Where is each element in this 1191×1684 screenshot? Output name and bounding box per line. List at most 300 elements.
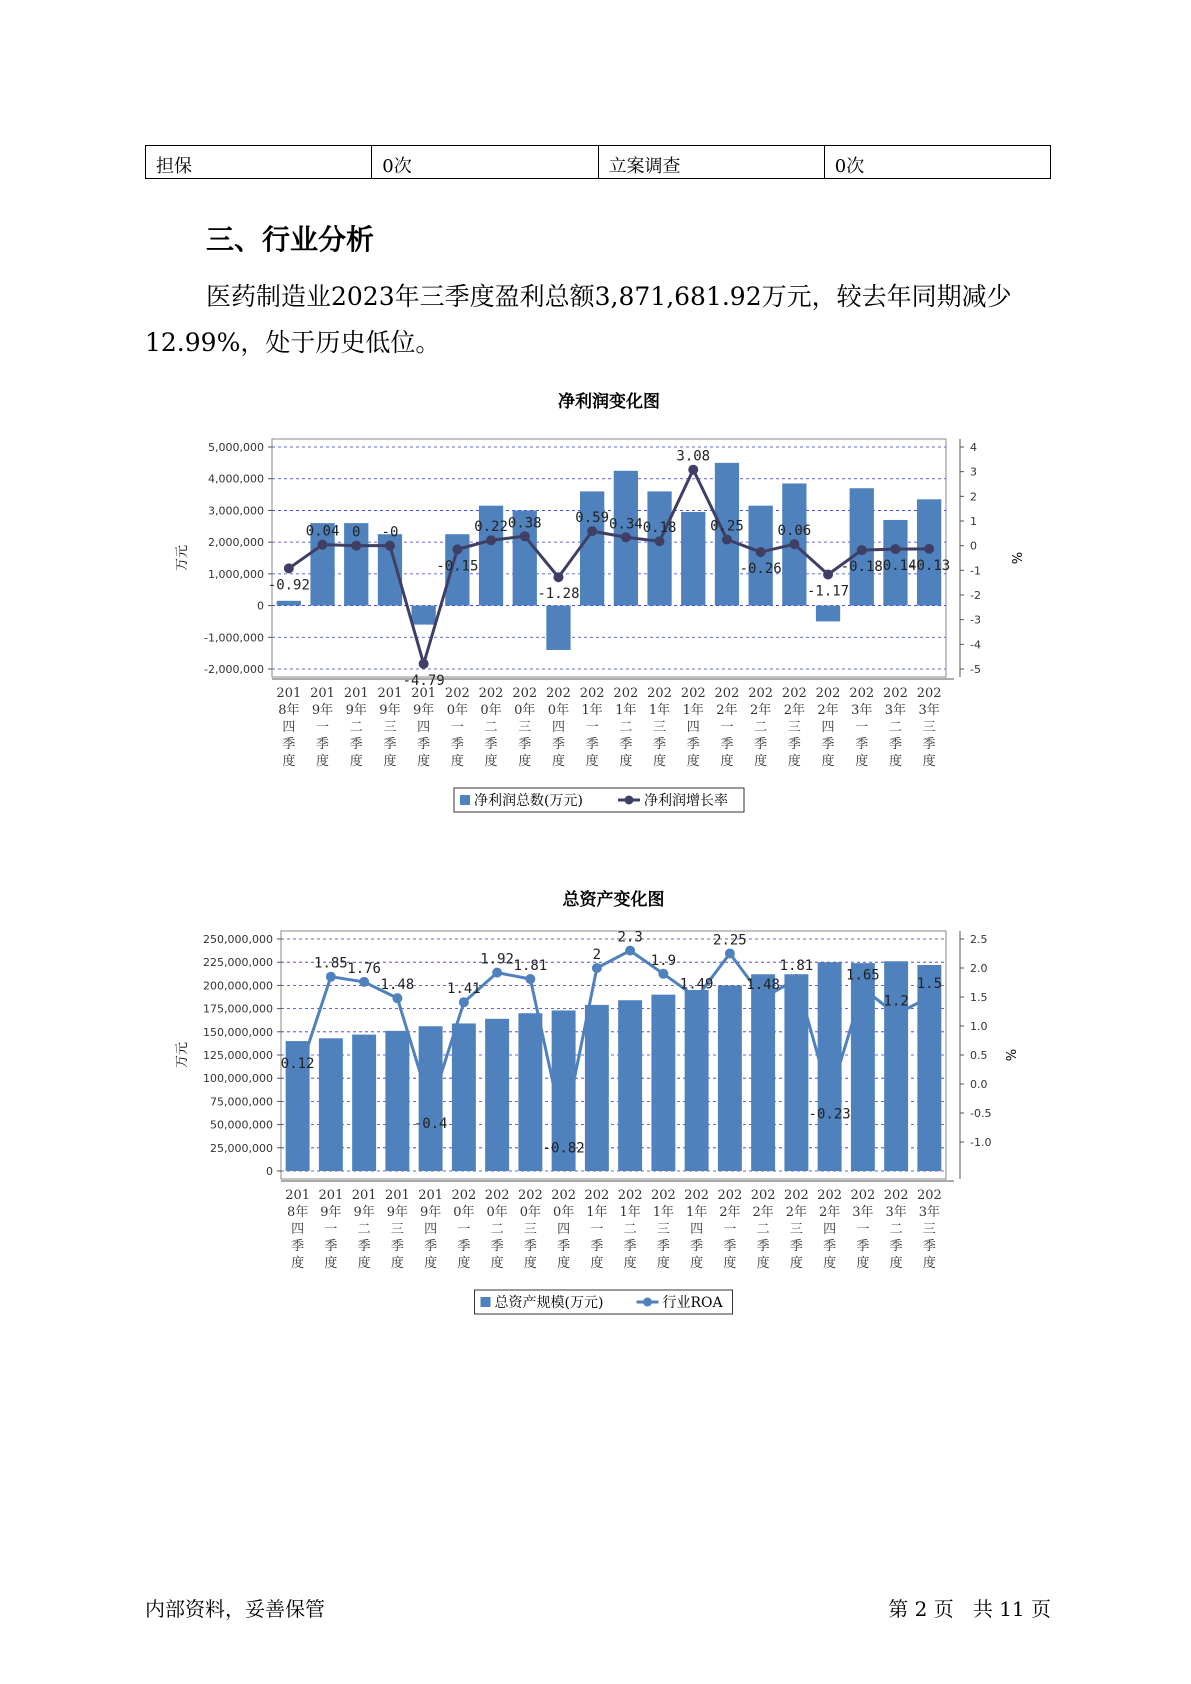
y2-tick-label: 1.0	[970, 1020, 988, 1033]
x-tick-label: 季	[585, 737, 599, 752]
x-tick-label: 三	[922, 720, 936, 735]
x-tick-label: 度	[457, 1256, 471, 1271]
x-tick-label: 2年	[818, 1205, 841, 1220]
y-tick-label: -1,000,000	[204, 631, 264, 645]
x-tick-label: 度	[821, 754, 835, 769]
data-label: 0.04	[305, 523, 340, 540]
y-tick-label: 75,000,000	[210, 1095, 273, 1109]
x-tick-label: 三	[789, 1222, 803, 1237]
line-point	[293, 1072, 303, 1082]
x-tick-label: 度	[723, 1256, 737, 1271]
x-tick-label: 度	[922, 754, 936, 769]
x-tick-label: 度	[518, 754, 532, 769]
data-label: 0.12	[280, 1056, 315, 1073]
data-label: 2.3	[617, 929, 643, 946]
x-tick-label: 度	[656, 1256, 670, 1271]
x-tick-label: 202	[512, 686, 538, 701]
x-tick-label: 季	[922, 1239, 936, 1254]
data-label: 2	[592, 947, 602, 963]
line-point	[825, 1092, 835, 1102]
line-point	[688, 465, 698, 475]
data-label: 1.41	[447, 981, 481, 998]
line-point	[791, 974, 801, 984]
x-tick-label: 一	[585, 720, 599, 735]
x-tick-label: 202	[850, 1188, 876, 1203]
x-tick-label: 202	[680, 686, 706, 701]
x-tick-label: 季	[450, 737, 464, 752]
x-tick-label: 季	[490, 1239, 504, 1254]
x-tick-label: 季	[855, 737, 869, 752]
x-tick-label: 0年	[552, 1205, 575, 1220]
x-tick-label: 季	[417, 737, 431, 752]
y2-tick-label: -1	[970, 564, 981, 578]
footer-total-prefix: 共	[972, 1597, 993, 1621]
y-tick-label: 200,000,000	[203, 979, 273, 993]
x-tick-label: 202	[714, 686, 740, 701]
x-tick-label: 1年	[682, 703, 704, 718]
x-tick-label: 一	[855, 720, 869, 735]
y-axis-title: 万元	[175, 544, 190, 572]
data-label: -0	[381, 524, 399, 541]
x-tick-label: 202	[546, 686, 571, 701]
line-point	[858, 983, 868, 993]
y2-tick-label: 2.0	[970, 962, 988, 975]
x-tick-label: 0年	[453, 1205, 475, 1220]
x-tick-label: 二	[889, 1222, 903, 1237]
y-tick-label: 225,000,000	[203, 956, 273, 970]
x-tick-label: 202	[647, 686, 672, 701]
x-tick-label: 一	[450, 720, 464, 735]
line-point	[756, 547, 766, 557]
data-label: 1.48	[746, 977, 780, 994]
footer-page-mid: 页	[933, 1597, 954, 1621]
y2-tick-label: 1.5	[970, 991, 988, 1004]
x-tick-label: 季	[557, 1239, 571, 1254]
x-tick-label: 202	[817, 1188, 843, 1203]
bar	[718, 985, 742, 1171]
x-tick-label: 9年	[311, 703, 334, 718]
x-tick-label: 202	[444, 686, 470, 701]
x-tick-label: 季	[690, 1239, 704, 1254]
legend-label: 总资产规模(万元)	[494, 1295, 604, 1311]
x-tick-label: 202	[551, 1188, 577, 1203]
x-tick-label: 9年	[379, 703, 401, 718]
line-point	[789, 539, 799, 549]
x-tick-label: 201	[377, 686, 403, 701]
bar	[319, 1038, 343, 1171]
legend-label: 净利润增长率	[644, 793, 728, 809]
x-tick-label: 度	[357, 1256, 371, 1271]
data-label: -0.26	[739, 561, 782, 578]
y-tick-label: 150,000,000	[203, 1025, 273, 1039]
data-label: 0.25	[710, 518, 744, 535]
x-tick-label: 202	[750, 1188, 776, 1203]
x-tick-label: 202	[584, 1188, 610, 1203]
bar	[277, 601, 301, 606]
data-label: 1.92	[480, 951, 514, 968]
x-tick-label: 季	[349, 737, 363, 752]
x-tick-label: 202	[849, 686, 875, 701]
line-point	[326, 972, 336, 982]
bar	[412, 606, 436, 625]
x-tick-label: 9年	[419, 1205, 442, 1220]
x-tick-label: 度	[623, 1256, 637, 1271]
section-title: 三、行业分析	[206, 223, 375, 256]
x-tick-label: 度	[557, 1256, 571, 1271]
x-tick-label: 201	[411, 686, 437, 701]
y-tick-label: 5,000,000	[208, 441, 264, 454]
total-assets-chart-svg	[170, 888, 1030, 1348]
y-tick-label: 250,000,000	[203, 933, 273, 946]
x-tick-label: 8年	[278, 703, 300, 718]
x-tick-label: 一	[720, 720, 734, 735]
x-tick-label: 202	[883, 686, 908, 701]
x-tick-label: 季	[390, 1239, 404, 1254]
y2-tick-label: 2	[970, 490, 977, 504]
data-label: -0.15	[436, 558, 479, 575]
x-tick-label: 季	[653, 737, 667, 752]
x-tick-label: 1年	[581, 703, 603, 718]
data-label: 0.59	[575, 510, 610, 527]
x-tick-label: 四	[557, 1222, 571, 1237]
legend-label: 净利润总数(万元)	[474, 793, 583, 809]
line-point	[725, 949, 735, 959]
x-tick-label: 度	[383, 754, 397, 769]
y-tick-label: 1,000,000	[208, 567, 264, 581]
plot-frame	[272, 439, 946, 677]
x-tick-label: 度	[856, 1256, 870, 1271]
x-tick-label: 度	[922, 1256, 936, 1271]
line-point	[525, 974, 535, 984]
x-tick-label: 季	[856, 1239, 870, 1254]
line-point	[621, 532, 631, 542]
y2-tick-label: -1.0	[970, 1136, 992, 1149]
x-tick-label: 201	[318, 1188, 344, 1203]
x-tick-label: 201	[351, 1188, 377, 1203]
x-tick-label: 二	[623, 1222, 637, 1237]
table-cell: 0次	[372, 146, 598, 179]
legend-line-marker	[625, 796, 634, 805]
legend-bar-swatch	[481, 1297, 491, 1307]
x-tick-label: 二	[357, 1222, 371, 1237]
x-tick-label: 202	[783, 1188, 809, 1203]
x-tick-label: 0年	[486, 1205, 508, 1220]
x-tick-label: 1年	[615, 703, 637, 718]
y-tick-label: 0	[266, 1165, 273, 1178]
data-label: -0.14	[874, 558, 917, 575]
x-tick-label: 度	[484, 754, 498, 769]
x-tick-label: 季	[656, 1239, 670, 1254]
y-tick-label: 0	[257, 599, 264, 613]
x-tick-label: 季	[623, 1239, 637, 1254]
x-tick-label: 三	[656, 1222, 670, 1237]
x-tick-label: 度	[291, 1256, 305, 1271]
x-tick-label: 季	[756, 1239, 770, 1254]
data-label: -0.23	[808, 1106, 851, 1123]
line-point	[284, 563, 294, 573]
x-tick-label: 度	[316, 754, 330, 769]
x-tick-label: 1年	[586, 1205, 608, 1220]
x-tick-label: 202	[916, 1188, 942, 1203]
y2-tick-label: 0.0	[970, 1078, 988, 1091]
x-tick-label: 202	[579, 686, 605, 701]
x-tick-label: 2年	[783, 703, 805, 718]
bar	[546, 606, 570, 650]
data-label: -0.92	[267, 577, 310, 594]
x-tick-label: 四	[686, 720, 700, 735]
x-tick-label: 3年	[884, 703, 907, 718]
y2-tick-label: -2	[970, 589, 981, 602]
line-point	[359, 977, 369, 987]
x-tick-label: 二	[756, 1222, 770, 1237]
x-tick-label: 202	[478, 686, 504, 701]
x-tick-label: 度	[424, 1256, 438, 1271]
line-point	[890, 544, 900, 554]
chart-title: 净利润变化图	[558, 392, 660, 412]
x-tick-label: 1年	[652, 1205, 675, 1220]
y2-tick-label: 2.5	[970, 933, 988, 946]
total-assets-chart	[170, 888, 1030, 1348]
x-tick-label: 四	[291, 1222, 305, 1237]
x-tick-label: 202	[717, 1188, 743, 1203]
x-tick-label: 202	[613, 686, 639, 701]
x-tick-label: 202	[883, 1188, 909, 1203]
data-label: -1.28	[537, 586, 580, 603]
x-tick-label: 度	[888, 754, 902, 769]
line-point	[857, 545, 867, 555]
x-tick-label: 四	[282, 720, 296, 735]
x-tick-label: 二	[349, 720, 363, 735]
x-tick-label: 0年	[514, 703, 536, 718]
data-label: 1.65	[846, 967, 880, 984]
x-tick-label: 度	[590, 1256, 604, 1271]
x-tick-label: 度	[490, 1256, 504, 1271]
data-label: 1.81	[513, 958, 548, 975]
x-tick-label: 二	[888, 720, 902, 735]
x-tick-label: 2年	[752, 1205, 774, 1220]
x-tick-label: 202	[650, 1188, 676, 1203]
x-tick-label: 2年	[750, 703, 772, 718]
x-tick-label: 度	[823, 1256, 837, 1271]
y2-tick-label: -3	[970, 613, 981, 627]
x-tick-label: 四	[424, 1222, 438, 1237]
y2-axis-title: %	[1008, 551, 1023, 565]
x-tick-label: 季	[457, 1239, 471, 1254]
data-label: 1.49	[679, 976, 714, 993]
line-point	[891, 1009, 901, 1019]
x-tick-label: 季	[291, 1239, 305, 1254]
x-tick-label: 季	[484, 737, 498, 752]
data-label: -0.4	[413, 1116, 448, 1133]
x-tick-label: 202	[815, 686, 841, 701]
bar	[585, 1005, 609, 1171]
x-tick-label: 202	[916, 686, 942, 701]
footer-confidential: 内部资料，妥善保管	[145, 1597, 325, 1621]
line-point	[351, 541, 361, 551]
y-tick-label: 25,000,000	[210, 1141, 273, 1155]
y2-tick-label: 3	[970, 465, 977, 479]
line-point	[385, 541, 395, 551]
x-tick-label: 季	[889, 1239, 903, 1254]
x-tick-label: 202	[484, 1188, 510, 1203]
bar	[518, 1013, 542, 1171]
line-point	[520, 531, 530, 541]
risk-table	[145, 145, 1051, 179]
x-tick-label: 1年	[648, 703, 671, 718]
x-tick-label: 一	[590, 1222, 604, 1237]
table-cell: 立案调查	[598, 146, 824, 179]
x-tick-label: 9年	[386, 1205, 409, 1220]
x-tick-label: 季	[383, 737, 397, 752]
x-tick-label: 度	[789, 1256, 803, 1271]
line-point	[559, 1127, 569, 1137]
line-point	[823, 570, 833, 580]
x-tick-label: 8年	[286, 1205, 309, 1220]
line-point	[924, 992, 934, 1002]
x-tick-label: 度	[756, 1256, 770, 1271]
paragraph-text: 医药制造业2023年三季度盈利总额3,871,681.92万元，较去年同期减少12.99%，处于历史低位。	[145, 282, 1012, 357]
x-tick-label: 202	[684, 1188, 710, 1203]
x-tick-label: 二	[754, 720, 768, 735]
x-tick-label: 0年	[519, 1205, 542, 1220]
bar	[647, 491, 671, 605]
table-cell: 担保	[146, 146, 372, 179]
x-tick-label: 四	[821, 720, 835, 735]
data-label: 2.25	[713, 932, 747, 949]
x-tick-label: 三	[523, 1222, 537, 1237]
x-tick-label: 季	[787, 737, 801, 752]
y-tick-label: 3,000,000	[208, 504, 264, 518]
x-tick-label: 度	[787, 754, 801, 769]
y2-tick-label: 0	[970, 539, 977, 553]
legend-line-marker	[643, 1298, 652, 1307]
x-tick-label: 201	[384, 1188, 410, 1203]
y-axis-title: 万元	[175, 1041, 190, 1069]
x-tick-label: 季	[823, 1239, 837, 1254]
data-label: 0.22	[474, 519, 508, 536]
x-tick-label: 季	[424, 1239, 438, 1254]
x-tick-label: 201	[418, 1188, 444, 1203]
x-tick-label: 一	[457, 1222, 471, 1237]
x-tick-label: 202	[517, 1188, 543, 1203]
x-tick-label: 一	[324, 1222, 338, 1237]
x-tick-label: 1年	[685, 1205, 708, 1220]
x-tick-label: 201	[343, 686, 369, 701]
line-point	[459, 997, 469, 1007]
line-point	[924, 544, 934, 554]
x-tick-label: 3年	[885, 1205, 907, 1220]
line-point	[625, 946, 635, 956]
x-tick-label: 2年	[719, 1205, 741, 1220]
footer-total-suffix: 页	[1031, 1597, 1051, 1621]
line-point	[592, 963, 602, 973]
x-tick-label: 度	[349, 754, 363, 769]
line-point	[587, 526, 597, 536]
bar	[419, 1026, 443, 1171]
x-tick-label: 度	[653, 754, 667, 769]
x-tick-label: 3年	[918, 703, 940, 718]
data-label: 0	[352, 524, 361, 541]
x-tick-label: 一	[316, 720, 330, 735]
data-label: 0.18	[642, 520, 677, 537]
x-tick-label: 三	[518, 720, 532, 735]
x-tick-label: 0年	[547, 703, 570, 718]
data-label: 1.48	[380, 977, 415, 994]
y-tick-label: 100,000,000	[203, 1072, 273, 1086]
analysis-paragraph	[145, 274, 1051, 366]
x-tick-label: 度	[889, 1256, 903, 1271]
x-tick-label: 季	[821, 737, 835, 752]
y-tick-label: 125,000,000	[203, 1049, 273, 1062]
x-tick-label: 2年	[716, 703, 738, 718]
x-tick-label: 1年	[619, 1205, 641, 1220]
x-tick-label: 度	[450, 754, 464, 769]
bar	[485, 1019, 509, 1171]
x-tick-label: 季	[686, 737, 700, 752]
x-tick-label: 3年	[918, 1205, 941, 1220]
x-tick-label: 二	[484, 720, 498, 735]
x-tick-label: 0年	[446, 703, 468, 718]
x-tick-label: 201	[285, 1188, 311, 1203]
y2-tick-label: -5	[970, 663, 981, 676]
x-tick-label: 202	[781, 686, 807, 701]
data-label: -0.13	[908, 557, 951, 574]
x-tick-label: 度	[855, 754, 869, 769]
x-tick-label: 9年	[345, 703, 367, 718]
x-tick-label: 三	[383, 720, 397, 735]
x-tick-label: 季	[720, 737, 734, 752]
x-tick-label: 3年	[852, 1205, 874, 1220]
x-tick-label: 季	[922, 737, 936, 752]
legend-bar-swatch	[460, 795, 470, 805]
x-tick-label: 一	[723, 1222, 737, 1237]
y2-tick-label: 1	[970, 515, 977, 528]
table-row	[146, 146, 1051, 179]
x-tick-label: 季	[723, 1239, 737, 1254]
y2-tick-label: 0.5	[970, 1049, 988, 1062]
data-label: -0.82	[542, 1140, 585, 1157]
x-tick-label: 季	[357, 1239, 371, 1254]
bar	[651, 995, 675, 1171]
bar	[751, 974, 775, 1171]
x-tick-label: 度	[686, 754, 700, 769]
line-point	[553, 572, 563, 582]
x-tick-label: 度	[390, 1256, 404, 1271]
x-tick-label: 二	[619, 720, 633, 735]
line-point	[722, 535, 732, 545]
x-tick-label: 三	[390, 1222, 404, 1237]
x-tick-label: 季	[888, 737, 902, 752]
data-label: 1.85	[314, 955, 348, 972]
bar	[681, 512, 705, 606]
x-tick-label: 202	[451, 1188, 477, 1203]
x-tick-label: 202	[748, 686, 774, 701]
x-tick-label: 季	[619, 737, 633, 752]
x-tick-label: 季	[789, 1239, 803, 1254]
data-label: -1.17	[806, 583, 850, 600]
y-tick-label: 2,000,000	[208, 536, 264, 550]
x-tick-label: 度	[720, 754, 734, 769]
line-point	[426, 1102, 436, 1112]
y-tick-label: 4,000,000	[208, 472, 264, 486]
x-tick-label: 度	[551, 754, 565, 769]
bar	[452, 1023, 476, 1171]
bar	[618, 1000, 642, 1171]
y2-tick-label: -4	[970, 638, 981, 652]
x-tick-label: 2年	[785, 1205, 808, 1220]
line-point	[655, 536, 665, 546]
bar	[685, 990, 709, 1171]
